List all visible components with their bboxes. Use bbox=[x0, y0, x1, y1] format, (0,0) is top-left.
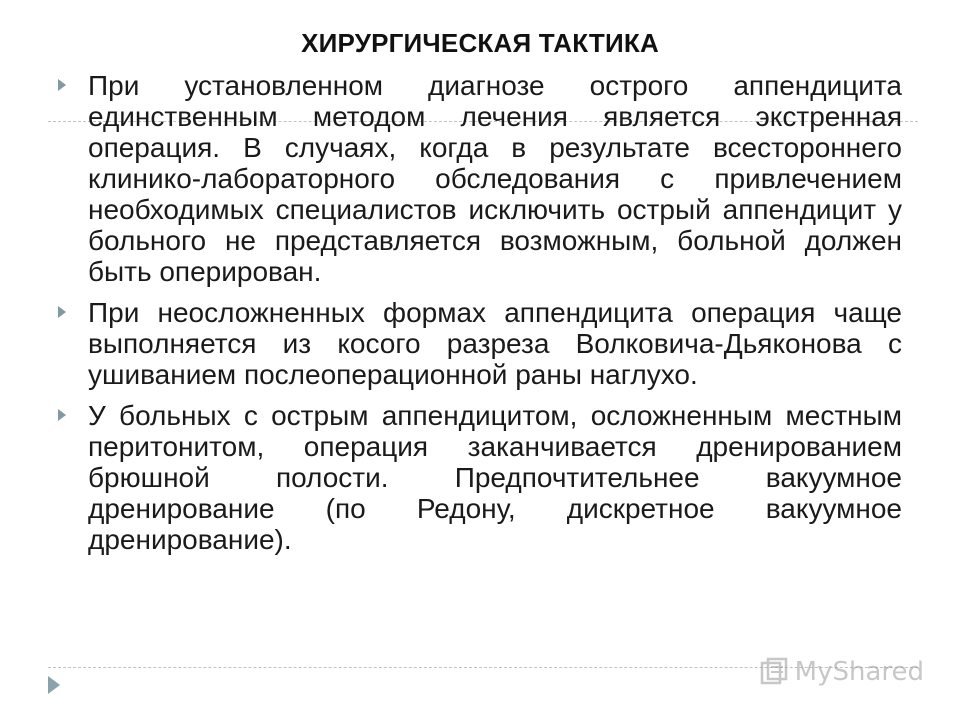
triangle-bullet-icon bbox=[58, 306, 66, 318]
bullet-item bbox=[56, 70, 902, 287]
triangle-bullet-icon bbox=[58, 79, 66, 91]
slide-title: ХИРУРГИЧЕСКАЯ ТАКТИКА bbox=[301, 28, 659, 58]
watermark bbox=[759, 657, 924, 687]
next-slide-arrow-icon[interactable] bbox=[48, 676, 60, 694]
bullet-item bbox=[56, 400, 902, 555]
myshared-logo-icon bbox=[759, 657, 789, 687]
bullet-text: При установленном диагнозе острого аппендицита единственным методом лечения является экстренная операция. В случаях, когда в результате всестороннего клинико-лабораторного обследования с привлечением необходимых специалистов исключить острый аппендицит у больного не представляется возможным, больной должен быть оперирован. bbox=[88, 70, 902, 287]
bullet-item bbox=[56, 297, 902, 390]
bullet-text: При неосложненных формах аппендицита операция чаще выполняется из косого разреза Волковича-Дьяконова с ушиванием послеоперационной раны наглухо. bbox=[88, 297, 902, 390]
bullet-list bbox=[56, 70, 902, 565]
triangle-bullet-icon bbox=[58, 409, 66, 421]
watermark-text: MyShared bbox=[794, 657, 924, 687]
bullet-text: У больных с острым аппендицитом, осложненным местным перитонитом, операция заканчивается дренированием брюшной полости. Предпочтительнее вакуумное дренирование (по Редону, дискретное вакуумное дренирование). bbox=[88, 400, 902, 555]
